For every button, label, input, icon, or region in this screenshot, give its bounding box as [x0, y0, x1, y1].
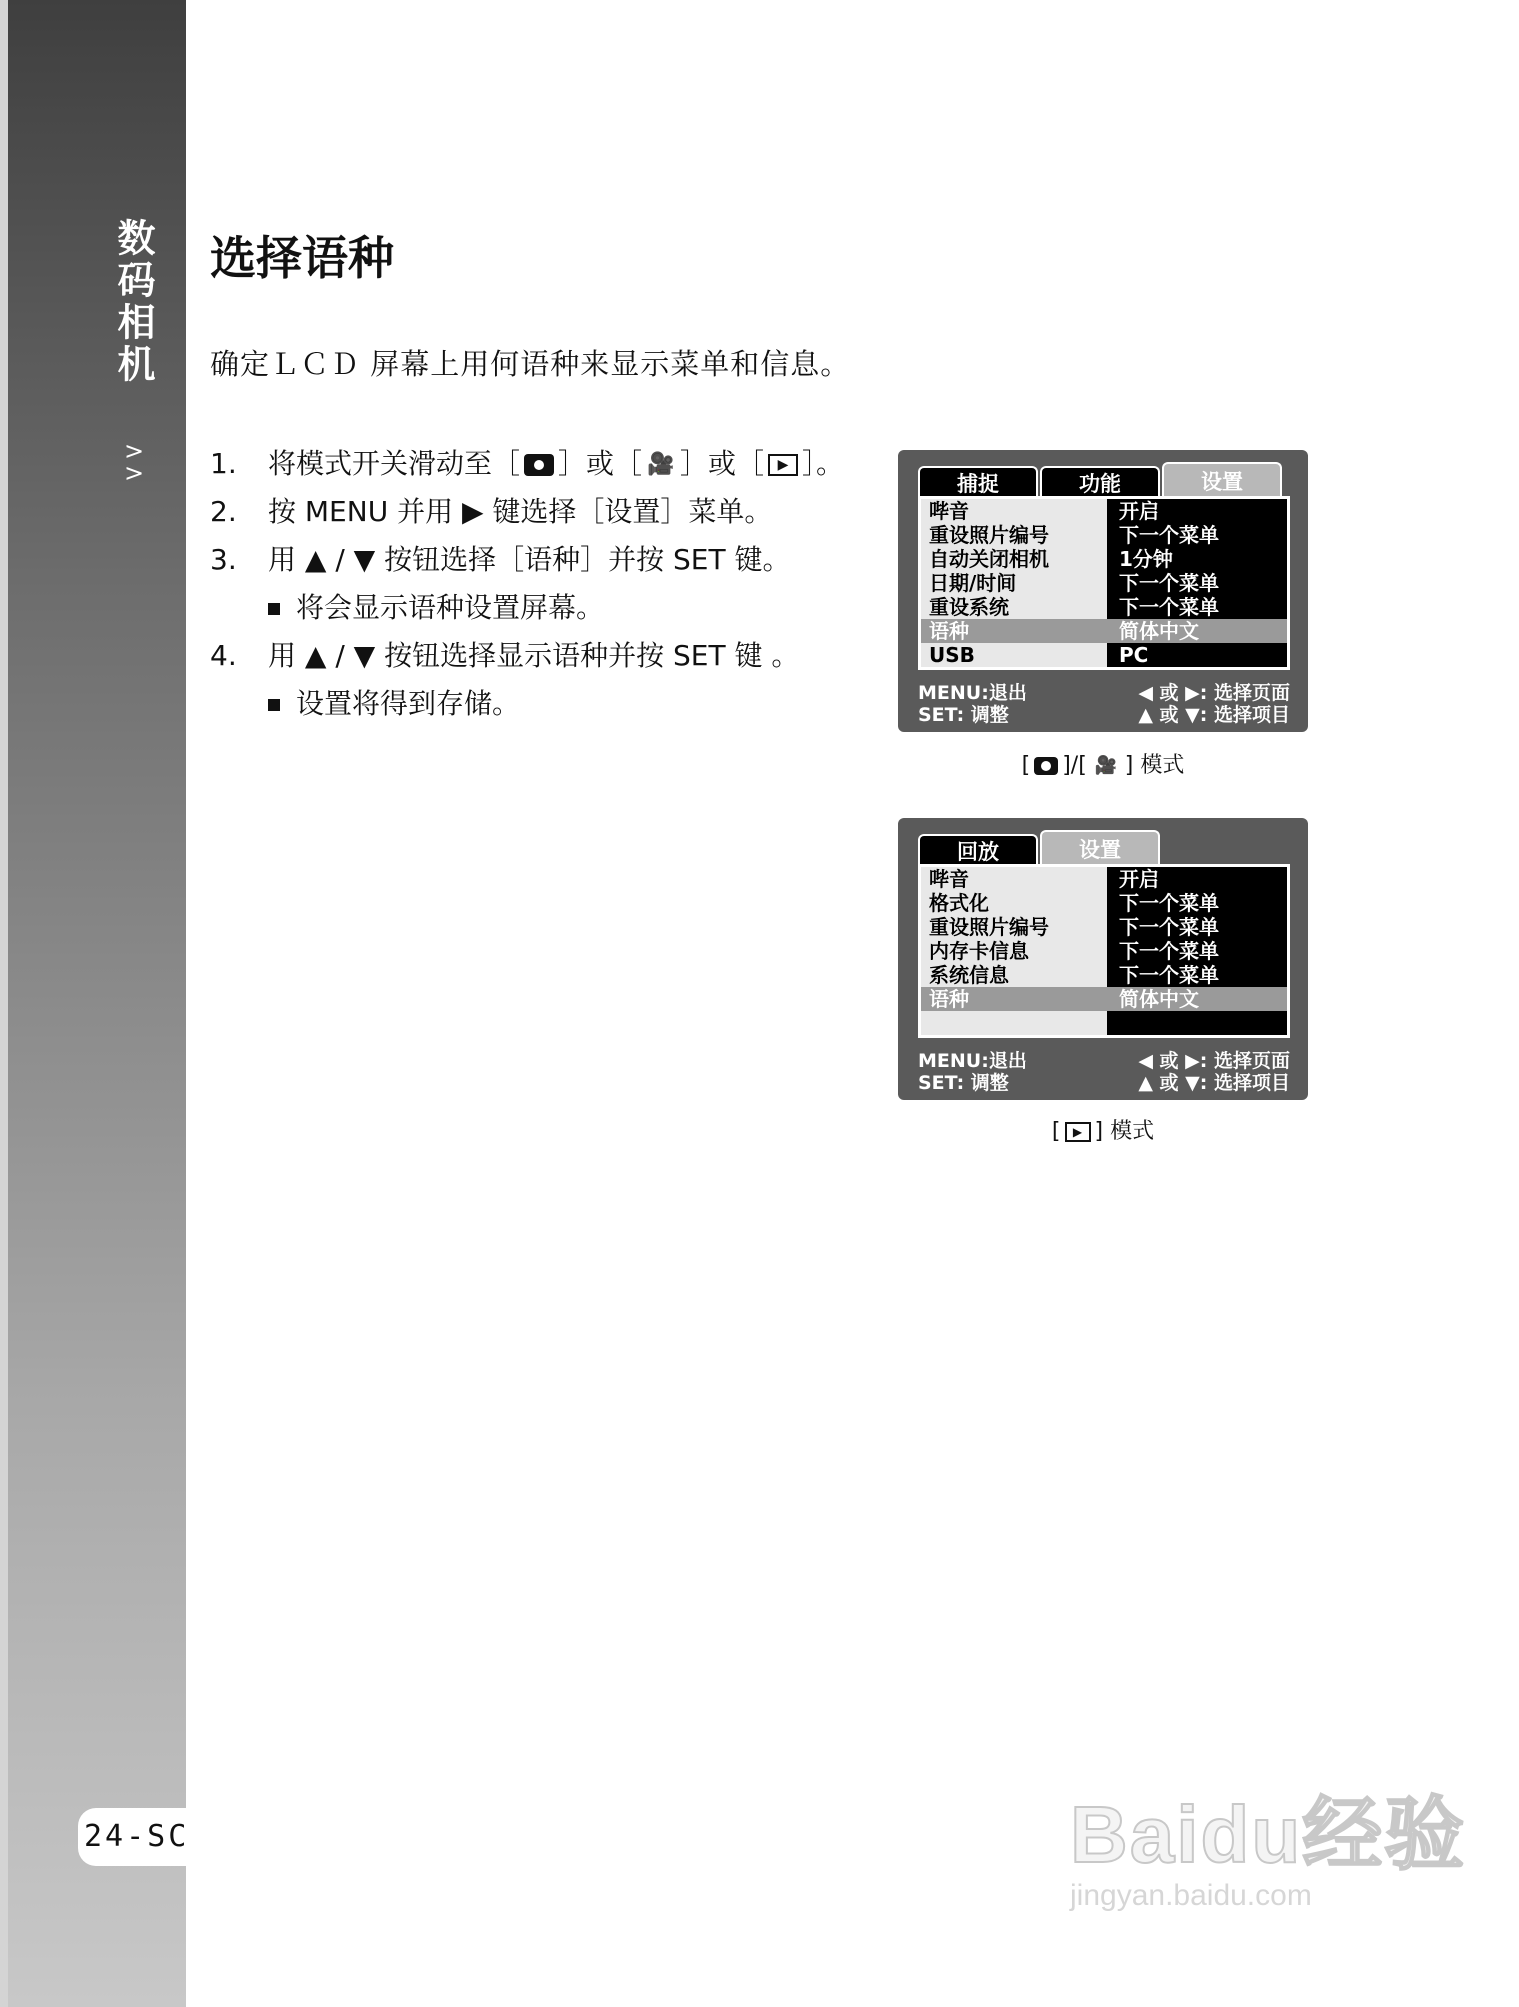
step-text: 按 MENU 并用 ▶ 键选择［设置］菜单。 — [268, 495, 773, 528]
tab-capture[interactable]: 捕捉 — [918, 466, 1038, 498]
tab-playback[interactable]: 回放 — [918, 834, 1038, 866]
row-label: 重设照片编号 — [921, 915, 1107, 939]
lcd-screen-playback-mode — [898, 818, 1308, 1100]
settings-menu — [918, 496, 1290, 670]
footer-page-hint: ◀ 或 ▶: 选择页面 — [1138, 682, 1290, 704]
row-label: 哔音 — [921, 499, 1107, 523]
step-3-note — [210, 584, 870, 632]
row-value: 开启 — [1107, 867, 1287, 891]
tab-settings[interactable]: 设置 — [1040, 830, 1160, 866]
watermark-url: jingyan.baidu.com — [1070, 1879, 1312, 1912]
row-label: 系统信息 — [921, 963, 1107, 987]
row-value: 下一个菜单 — [1107, 571, 1287, 595]
caption-text: [ — [1051, 1119, 1061, 1144]
row-label: 重设照片编号 — [921, 523, 1107, 547]
menu-row[interactable] — [921, 595, 1287, 619]
step-number: 3. — [210, 543, 237, 576]
menu-row-selected[interactable] — [921, 987, 1287, 1011]
lcd-screen-capture-mode — [898, 450, 1308, 732]
menu-row-selected[interactable] — [921, 619, 1287, 643]
camera-mode-icon — [524, 454, 554, 476]
footer-nav-hints — [1138, 1050, 1290, 1094]
row-value: 开启 — [1107, 499, 1287, 523]
footer-nav-hints — [1138, 682, 1290, 726]
menu-row[interactable] — [921, 643, 1287, 667]
page-title: 选择语种 — [210, 231, 394, 285]
screen-footer — [918, 682, 1290, 726]
step-4-note — [210, 680, 870, 728]
row-label: 语种 — [921, 987, 1107, 1011]
step-number: 4. — [210, 639, 237, 672]
row-value: 下一个菜单 — [1107, 891, 1287, 915]
row-label: 日期/时间 — [921, 571, 1107, 595]
steps-list — [210, 440, 870, 728]
menu-row[interactable] — [921, 963, 1287, 987]
footer-set-hint: SET: 调整 — [918, 704, 1009, 726]
menu-row[interactable] — [921, 571, 1287, 595]
baidu-logo: Baidu经验 — [1070, 1790, 1467, 1879]
step-text: ］。 — [802, 447, 845, 480]
row-label: 重设系统 — [921, 595, 1107, 619]
screen-footer — [918, 1050, 1290, 1094]
row-value: 下一个菜单 — [1107, 939, 1287, 963]
menu-row-empty — [921, 1011, 1287, 1035]
footer-menu-hint: MENU:退出 — [918, 682, 1027, 704]
step-1 — [210, 440, 870, 488]
sidebar — [0, 0, 186, 2007]
bullet-icon — [268, 603, 280, 615]
menu-tabs — [918, 466, 1284, 498]
caption-text: [ — [1021, 753, 1031, 778]
row-value: 简体中文 — [1107, 987, 1287, 1011]
menu-row[interactable] — [921, 891, 1287, 915]
screen-2-caption — [898, 1114, 1308, 1145]
row-value: 简体中文 — [1107, 619, 1287, 643]
footer-page-hint: ◀ 或 ▶: 选择页面 — [1138, 1050, 1290, 1072]
intro-text: 确定ＬＣＤ 屏幕上用何语种来显示菜单和信息。 — [210, 347, 851, 381]
row-label: USB — [921, 643, 1107, 667]
footer-item-hint: ▲ 或 ▼: 选择项目 — [1138, 704, 1290, 726]
caption-text: ] 模式 — [1124, 753, 1185, 778]
menu-tabs — [918, 834, 1162, 866]
chapter-arrows-icon: > > — [124, 437, 145, 487]
row-label: 内存卡信息 — [921, 939, 1107, 963]
row-value: 下一个菜单 — [1107, 595, 1287, 619]
step-text: 将模式开关滑动至［ — [268, 447, 521, 480]
row-label — [921, 1011, 1107, 1035]
tab-function[interactable]: 功能 — [1040, 466, 1160, 498]
settings-menu — [918, 864, 1290, 1038]
movie-mode-icon: 🎥 — [1094, 755, 1117, 776]
row-value: PC — [1107, 643, 1287, 667]
row-value: 下一个菜单 — [1107, 963, 1287, 987]
menu-row[interactable] — [921, 915, 1287, 939]
step-text: 用 ▲ / ▼ 按钮选择［语种］并按 SET 键。 — [268, 543, 791, 576]
movie-mode-icon: 🎥 — [647, 452, 675, 477]
playback-mode-icon: ▶ — [768, 454, 798, 476]
caption-text: ] 模式 — [1094, 1119, 1155, 1144]
step-4 — [210, 632, 870, 680]
step-2 — [210, 488, 870, 536]
screen-1-caption — [898, 748, 1308, 779]
menu-row[interactable] — [921, 939, 1287, 963]
caption-text: ]/[ — [1062, 753, 1087, 778]
step-text: ］或［ — [558, 447, 643, 480]
camera-mode-icon — [1034, 757, 1058, 775]
footer-set-hint: SET: 调整 — [918, 1072, 1009, 1094]
step-3 — [210, 536, 870, 584]
footer-menu-hint: MENU:退出 — [918, 1050, 1027, 1072]
watermark — [1070, 1770, 1466, 1913]
playback-mode-icon: ▶ — [1065, 1122, 1091, 1142]
row-value: 下一个菜单 — [1107, 915, 1287, 939]
note-text: 设置将得到存储。 — [296, 687, 521, 720]
note-text: 将会显示语种设置屏幕。 — [296, 591, 605, 624]
page-number: 24-SC — [78, 1808, 204, 1866]
row-label: 哔音 — [921, 867, 1107, 891]
footer-item-hint: ▲ 或 ▼: 选择项目 — [1138, 1072, 1290, 1094]
row-label: 语种 — [921, 619, 1107, 643]
row-label: 格式化 — [921, 891, 1107, 915]
step-number: 2. — [210, 495, 237, 528]
row-label: 自动关闭相机 — [921, 547, 1107, 571]
chapter-title: 数码相机 — [111, 218, 155, 386]
step-text: ］或［ — [680, 447, 765, 480]
bullet-icon — [268, 699, 280, 711]
step-text: 用 ▲ / ▼ 按钮选择显示语种并按 SET 键 。 — [268, 639, 800, 672]
tab-settings[interactable]: 设置 — [1162, 462, 1282, 498]
menu-row[interactable] — [921, 547, 1287, 571]
row-value — [1107, 1011, 1287, 1035]
menu-row[interactable] — [921, 867, 1287, 891]
sidebar-strip — [0, 0, 8, 2007]
row-value: 下一个菜单 — [1107, 523, 1287, 547]
row-value: 1分钟 — [1107, 547, 1287, 571]
menu-row[interactable] — [921, 499, 1287, 523]
menu-row[interactable] — [921, 523, 1287, 547]
step-number: 1. — [210, 447, 237, 480]
